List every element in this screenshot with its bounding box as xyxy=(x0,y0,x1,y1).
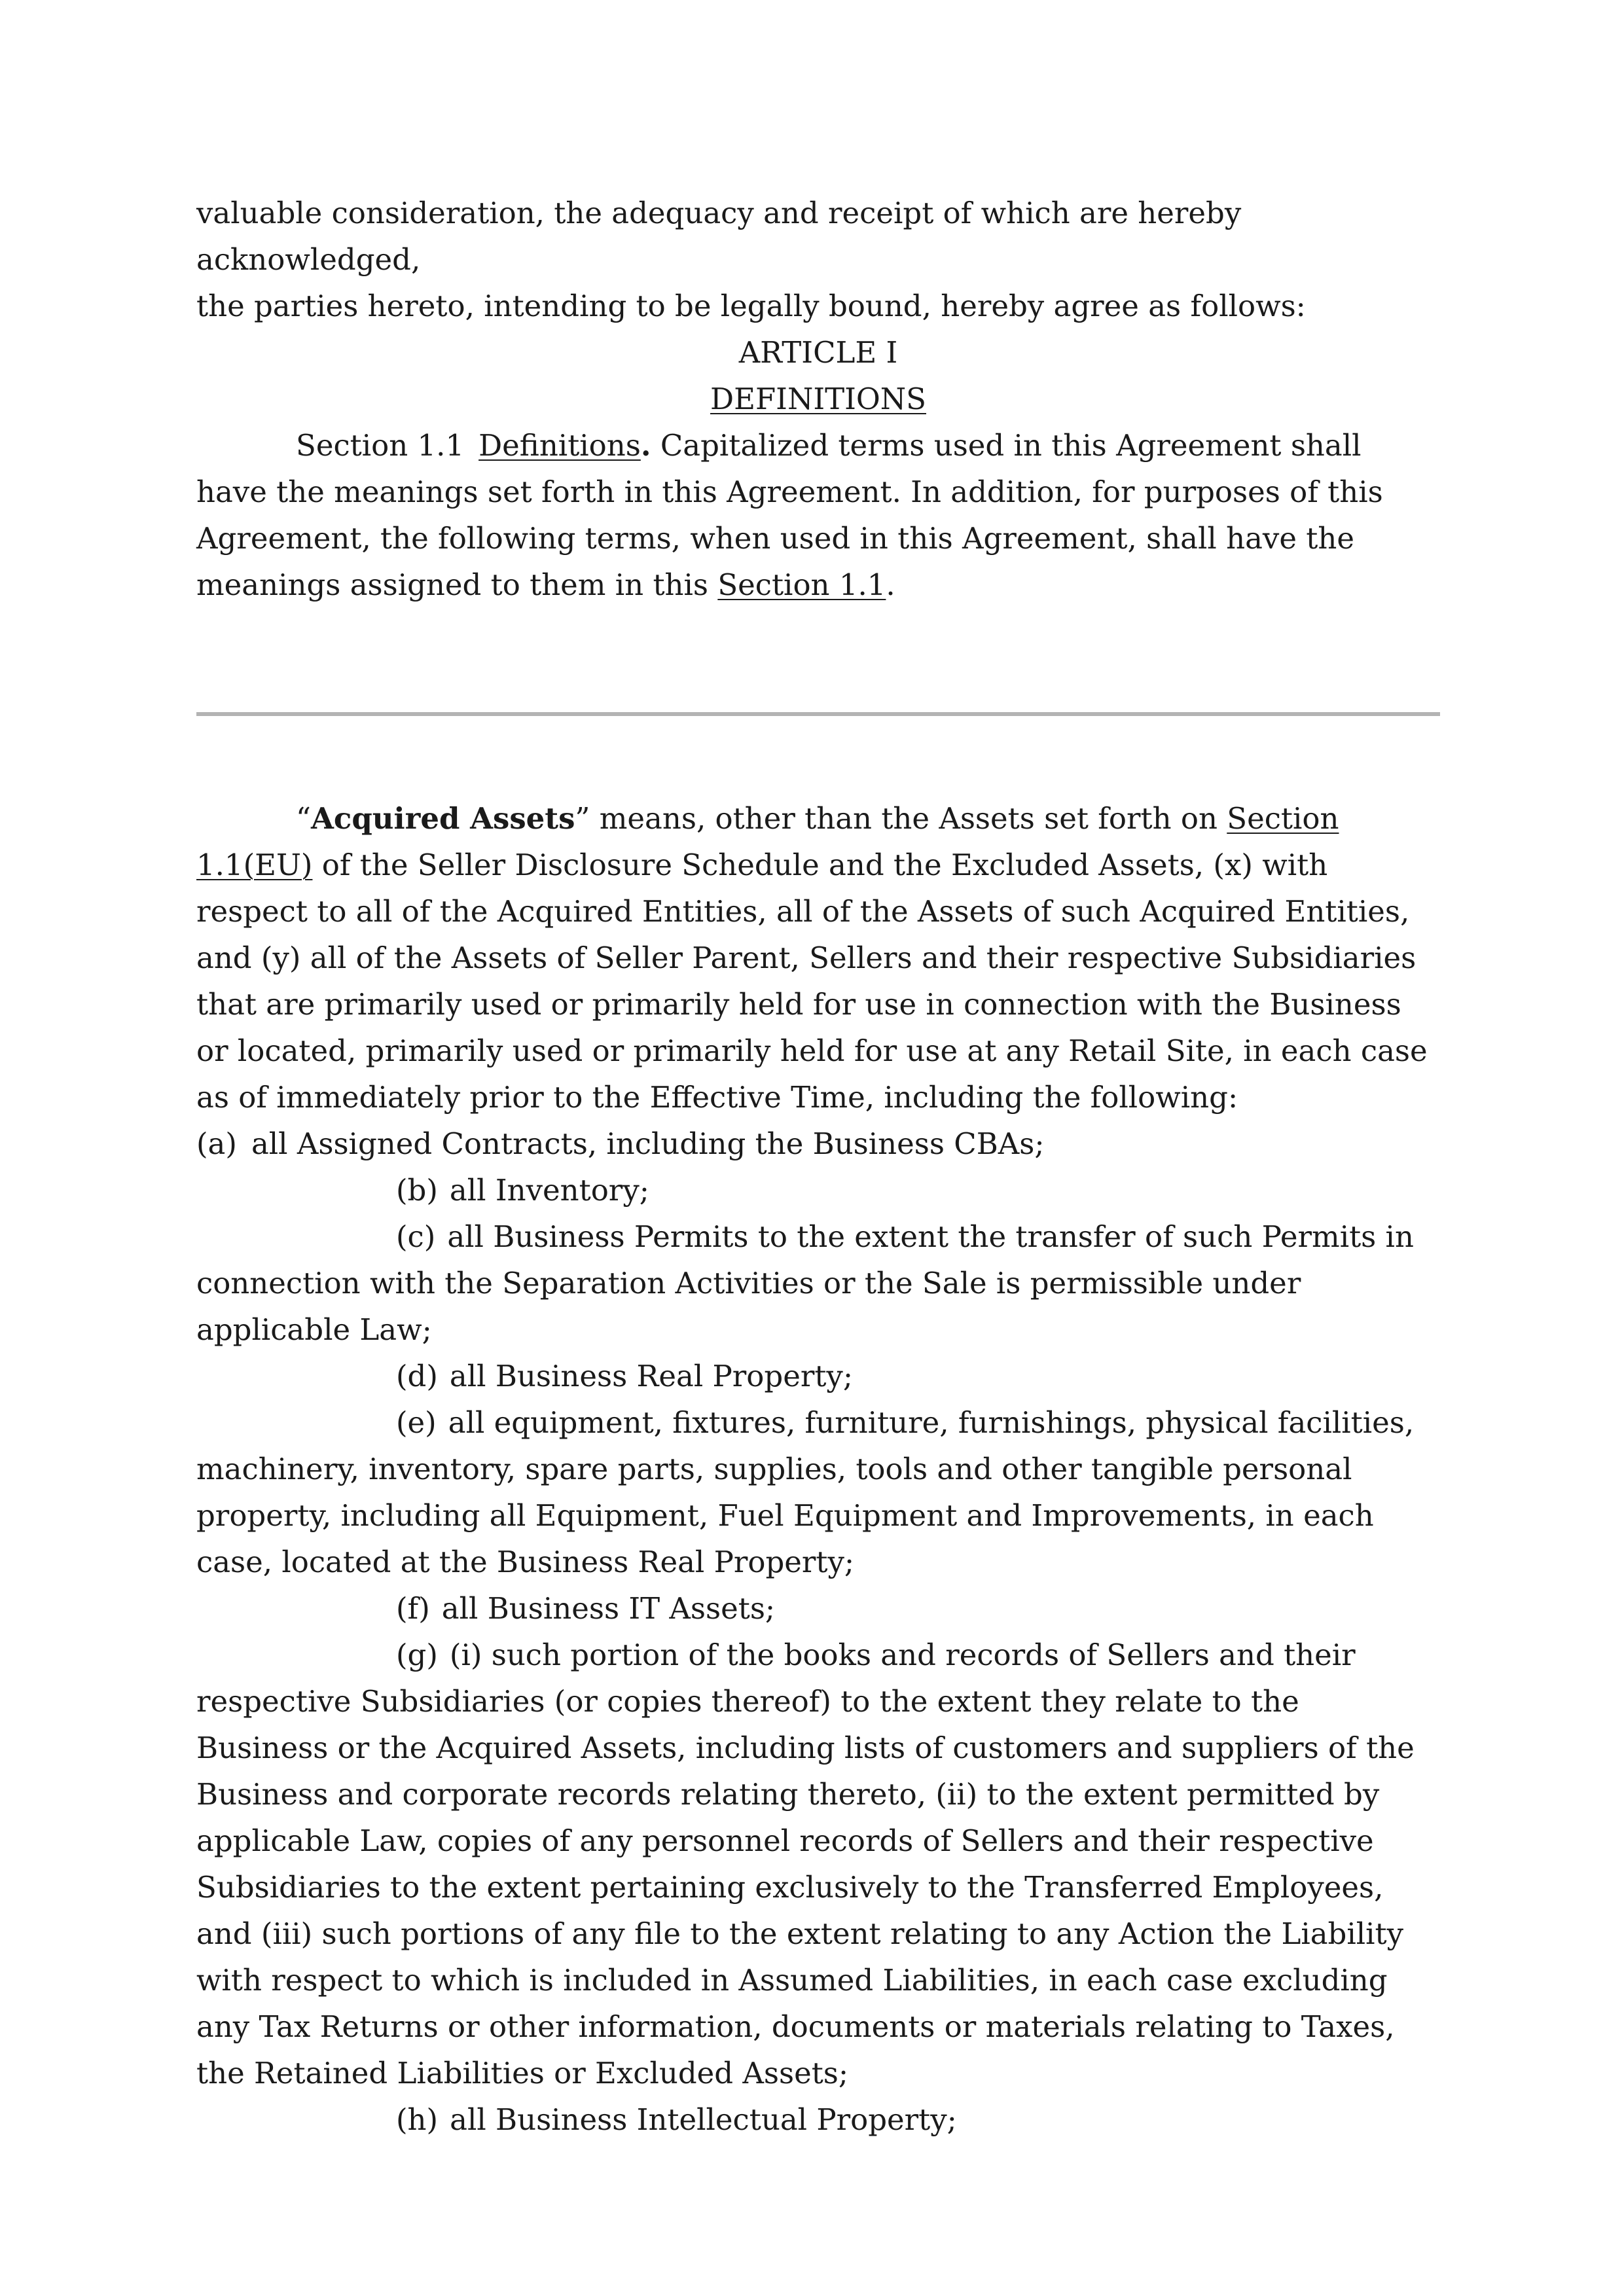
article-title-wrap xyxy=(196,376,1440,422)
item-e-label: (e) xyxy=(396,1405,437,1440)
section-1-1-heading: Definitions xyxy=(478,428,641,463)
list-item-a xyxy=(196,1121,1440,1167)
item-b-text: all Inventory; xyxy=(449,1173,649,1208)
item-c-text: all Business Permits to the extent the transfer of such Permits in connection with the Separation Activities or the Sale is permissible under applicable Law; xyxy=(196,1219,1414,1347)
acquired-assets-open-quote: “ xyxy=(296,801,312,836)
list-item-d xyxy=(196,1353,1440,1399)
list-item-f xyxy=(196,1585,1440,1632)
list-item-e xyxy=(196,1399,1440,1585)
item-f-text: all Business IT Assets; xyxy=(441,1591,776,1626)
article-number: ARTICLE I xyxy=(738,335,898,370)
item-d-label: (d) xyxy=(396,1359,438,1393)
page-top xyxy=(196,190,1440,608)
section-1-1-paragraph xyxy=(196,422,1440,608)
section-1-1-end: . xyxy=(886,567,895,602)
item-h-text: all Business Intellectual Property; xyxy=(450,2102,957,2137)
section-1-1-text: Capitalized terms used in this Agreement shall have the meanings set forth in this Agreement. In addition, for purposes of this Agreement, the following terms, when used in this Agreement, shall have the meanings assigned to them in this xyxy=(196,428,1383,602)
acquired-assets-definition xyxy=(196,795,1440,1121)
item-d-text: all Business Real Property; xyxy=(449,1359,854,1393)
item-a-label: (a) xyxy=(196,1126,237,1161)
acquired-assets-text-b: of the Seller Disclosure Schedule and the Excluded Assets, (x) with respect to all of the Acquired Entities, all of the Assets of such Acquired Entities, and (y) all of the Assets of Seller Parent, Sellers and their respective Subsidiaries that are primarily used or primarily held for use in connection with the Business or located, primarily used or primarily held for use at any Retail Site, in each case as of immediately prior to the Effective Time, including the following: xyxy=(196,848,1428,1115)
section-1-1-heading-punct: . xyxy=(640,428,651,463)
item-f-label: (f) xyxy=(396,1591,430,1626)
article-title: DEFINITIONS xyxy=(710,382,926,416)
item-c-label: (c) xyxy=(396,1219,436,1254)
item-a-text: all Assigned Contracts, including the Business CBAs; xyxy=(251,1126,1045,1161)
list-item-b xyxy=(196,1167,1440,1213)
section-1-1-number: Section 1.1 xyxy=(296,428,465,463)
item-e-text: all equipment, fixtures, furniture, furnishings, physical facilities, machinery, inventory, spare parts, supplies, tools and other tangible personal property, including all Equipment, Fuel Equipment and Improvements, in each case, located at the Business Real Property; xyxy=(196,1405,1415,1579)
intro-line-1: valuable consideration, the adequacy and receipt of which are hereby acknowledged, xyxy=(196,196,1242,277)
item-g-text: (i) such portion of the books and records of Sellers and their respective Subsidiaries (or copies thereof) to the extent they relate to the Business or the Acquired Assets, including lists of customers and suppliers of the Business and corporate records relating thereto, (ii) to the extent permitted by applicable Law, copies of any personnel records of Sellers and their respective Subsidiaries to the extent pertaining exclusively to the Transferred Employees, and (iii) such portions of any file to the extent relating to any Action the Liability with respect to which is included in Assumed Liabilities, in each case excluding any Tax Returns or other information, documents or materials relating to Taxes, the Retained Liabilities or Excluded Assets; xyxy=(196,1638,1415,2090)
item-b-label: (b) xyxy=(396,1173,438,1208)
intro-line-2: the parties hereto, intending to be legally bound, hereby agree as follows: xyxy=(196,289,1306,323)
list-item-h xyxy=(196,2096,1440,2143)
item-h-label: (h) xyxy=(396,2102,439,2137)
acquired-assets-term: Acquired Assets xyxy=(311,801,575,836)
page-divider xyxy=(196,712,1440,716)
list-item-c xyxy=(196,1213,1440,1353)
list-item-g xyxy=(196,1632,1440,2096)
page-bottom xyxy=(196,795,1440,2143)
section-1-1-ref: Section 1.1 xyxy=(717,567,886,602)
acquired-assets-close-quote: ” xyxy=(575,801,590,836)
acquired-assets-ref: Section 1.1(EU) xyxy=(196,801,1339,882)
item-g-label: (g) xyxy=(396,1638,438,1672)
acquired-assets-text-a: means, other than the Assets set forth on xyxy=(590,801,1227,836)
